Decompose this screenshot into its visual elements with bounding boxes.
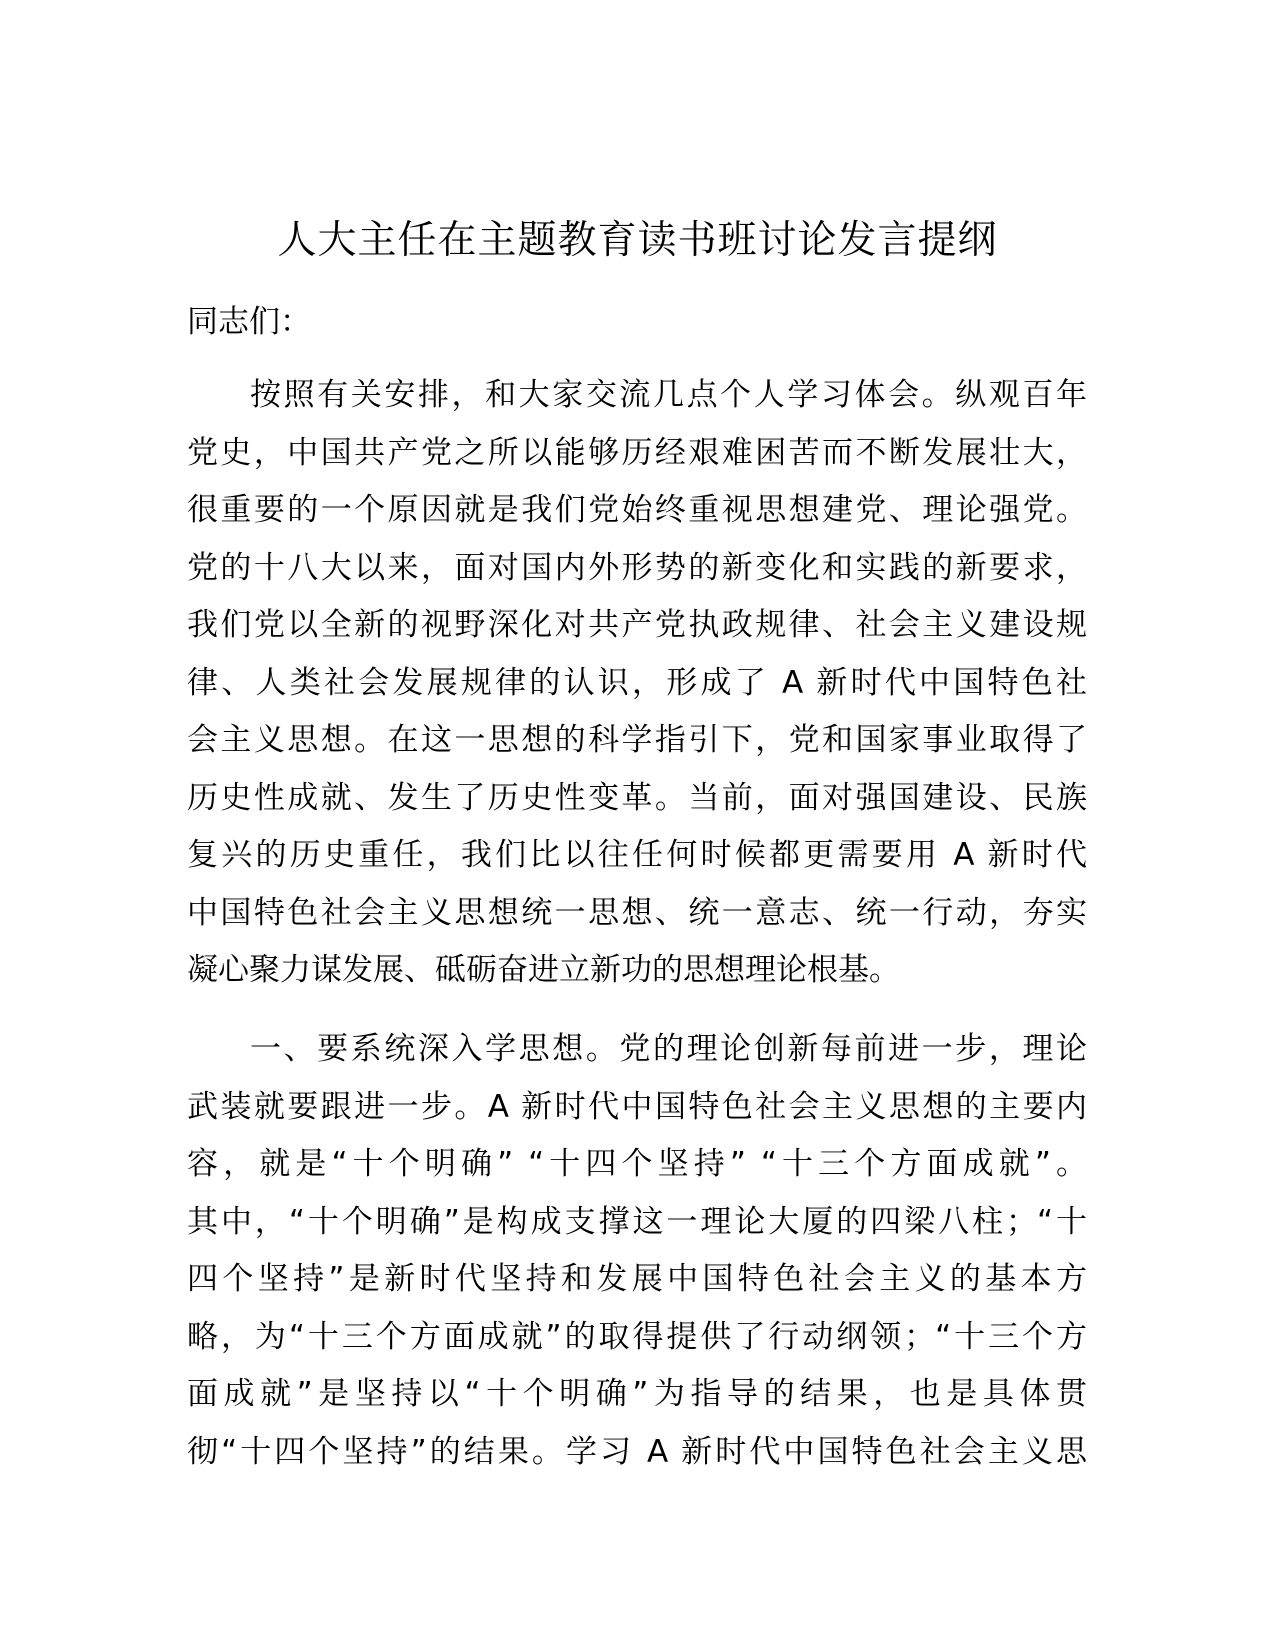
paragraph-line: 中国特色社会主义思想统一思想、统一意志、统一行动，夯实 [187, 894, 1087, 931]
paragraph-line: 四个坚持”是新时代坚持和发展中国特色社会主义的基本方 [187, 1261, 1087, 1297]
paragraph-line: 很重要的一个原因就是我们党始终重视思想建党、理论强党。 [187, 492, 1087, 528]
paragraph-line: 彻“十四个坚持”的结果。学习 A 新时代中国特色社会主义思 [187, 1433, 1087, 1470]
document-title: 人大主任在主题教育读书班讨论发言提纲 [277, 218, 998, 263]
paragraph-line: 历史性成就、发生了历史性变革。当前，面对强国建设、民族 [187, 779, 1087, 816]
paragraph-1 [187, 367, 1087, 1000]
salutation: 同志们： [187, 304, 311, 340]
paragraph-line: 其中，“十个明确”是构成支撑这一理论大厦的四梁八柱；“十 [187, 1203, 1087, 1240]
paragraph-line: 我们党以全新的视野深化对共产党执政规律、社会主义建设规 [187, 607, 1087, 643]
paragraph-line: 党的十八大以来，面对国内外形势的新变化和实践的新要求， [187, 549, 1087, 586]
paragraph-line: 一、要系统深入学思想。党的理论创新每前进一步，理论 [250, 1031, 1087, 1067]
paragraph-line: 律、人类社会发展规律的认识，形成了 A 新时代中国特色社 [187, 664, 1087, 701]
paragraph-line: 按照有关安排，和大家交流几点个人学习体会。纵观百年 [250, 377, 1087, 413]
paragraph-line: 复兴的历史重任，我们比以往任何时候都更需要用 A 新时代 [187, 837, 1087, 873]
paragraph-line: 武装就要跟进一步。A 新时代中国特色社会主义思想的主要内 [187, 1088, 1087, 1125]
paragraph-line: 容，就是“十个明确” “十四个坚持” “十三个方面成就”。 [187, 1146, 1087, 1182]
paragraph-line: 党史，中国共产党之所以能够历经艰难困苦而不断发展壮大， [187, 434, 1087, 471]
paragraph-line: 略，为“十三个方面成就”的取得提供了行动纲领；“十三个方 [187, 1318, 1087, 1355]
paragraph-line: 面成就”是坚持以“十个明确”为指导的结果，也是具体贯 [187, 1376, 1087, 1412]
paragraph-line: 会主义思想。在这一思想的科学指引下，党和国家事业取得了 [187, 722, 1087, 758]
paragraph-2 [187, 1021, 1087, 1481]
paragraph-line: 凝心聚力谋发展、砥砺奋进立新功的思想理论根基。 [187, 952, 900, 988]
